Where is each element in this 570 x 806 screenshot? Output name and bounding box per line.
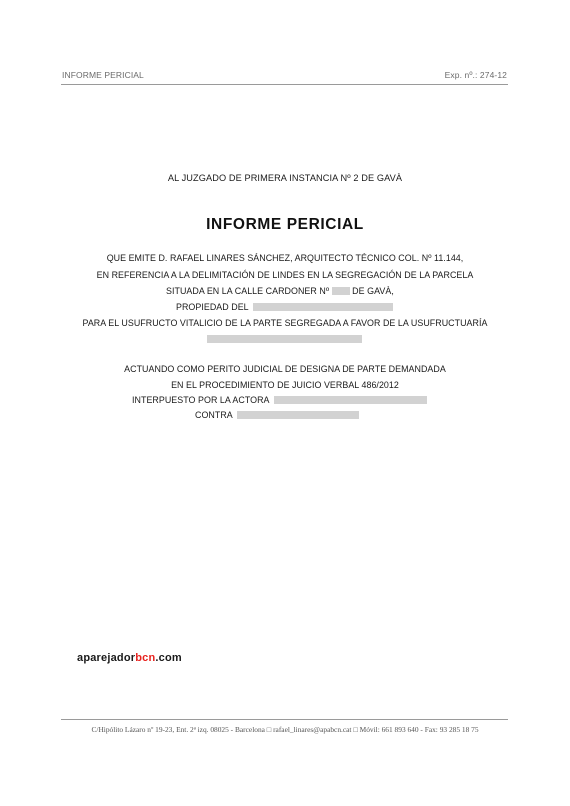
role-line-2: EN EL PROCEDIMIENTO DE JUICIO VERBAL 486/2012 — [171, 380, 399, 390]
role-line-1: ACTUANDO COMO PERITO JUDICIAL DE DESIGNA DE PARTE DEMANDADA — [124, 364, 446, 374]
redacted-street-number — [332, 287, 350, 295]
intro-line-2: EN REFERENCIA A LA DELIMITACIÓN DE LINDES EN LA SEGREGACIÓN DE LA PARCELA — [96, 270, 474, 280]
footer-contact: C/Hipólito Lázaro nº 19-23, Ent. 2ª izq. 08025 - Barcelona □ rafael_linares@apabcn.cat □ Móvil: 661 893 640 - Fax: 93 285 18 75 — [91, 725, 479, 734]
brand-logo-part-3: .com — [155, 652, 182, 664]
role-line-4 — [195, 410, 359, 421]
redacted-plaintiff-name — [274, 396, 427, 404]
intro-line-3 — [166, 286, 394, 297]
header-file-number: Exp. nº.: 274-12 — [444, 70, 507, 80]
intro-line-1: QUE EMITE D. RAFAEL LINARES SÁNCHEZ, ARQUITECTO TÉCNICO COL. Nº 11.144, — [106, 253, 464, 263]
plaintiff-label: INTERPUESTO POR LA ACTORA — [132, 395, 270, 405]
header-title: INFORME PERICIAL — [62, 70, 144, 80]
redacted-usufructuary-name — [207, 335, 362, 343]
footer-divider — [61, 719, 508, 720]
brand-logo — [77, 652, 182, 664]
intro-line-3-start: SITUADA EN LA CALLE CARDONER Nº — [166, 286, 330, 296]
court-addressee: AL JUZGADO DE PRIMERA INSTANCIA Nº 2 DE GAVÀ — [167, 173, 403, 183]
intro-line-4 — [176, 302, 393, 313]
intro-line-3-end: DE GAVÀ, — [352, 286, 394, 296]
role-line-3 — [132, 395, 427, 406]
brand-logo-accent: bcn — [135, 652, 156, 664]
intro-line-6 — [207, 334, 362, 345]
brand-logo-part-1: aparejador — [77, 652, 136, 664]
redacted-defendant-name — [237, 411, 359, 419]
redacted-owner-name — [253, 303, 393, 311]
defendant-label: CONTRA — [195, 410, 233, 420]
document-title: INFORME PERICIAL — [206, 216, 364, 233]
header-divider — [61, 84, 508, 85]
owner-label: PROPIEDAD DEL — [176, 302, 249, 312]
intro-line-5: PARA EL USUFRUCTO VITALICIO DE LA PARTE SEGREGADA A FAVOR DE LA USUFRUCTUARÍA — [82, 318, 488, 328]
